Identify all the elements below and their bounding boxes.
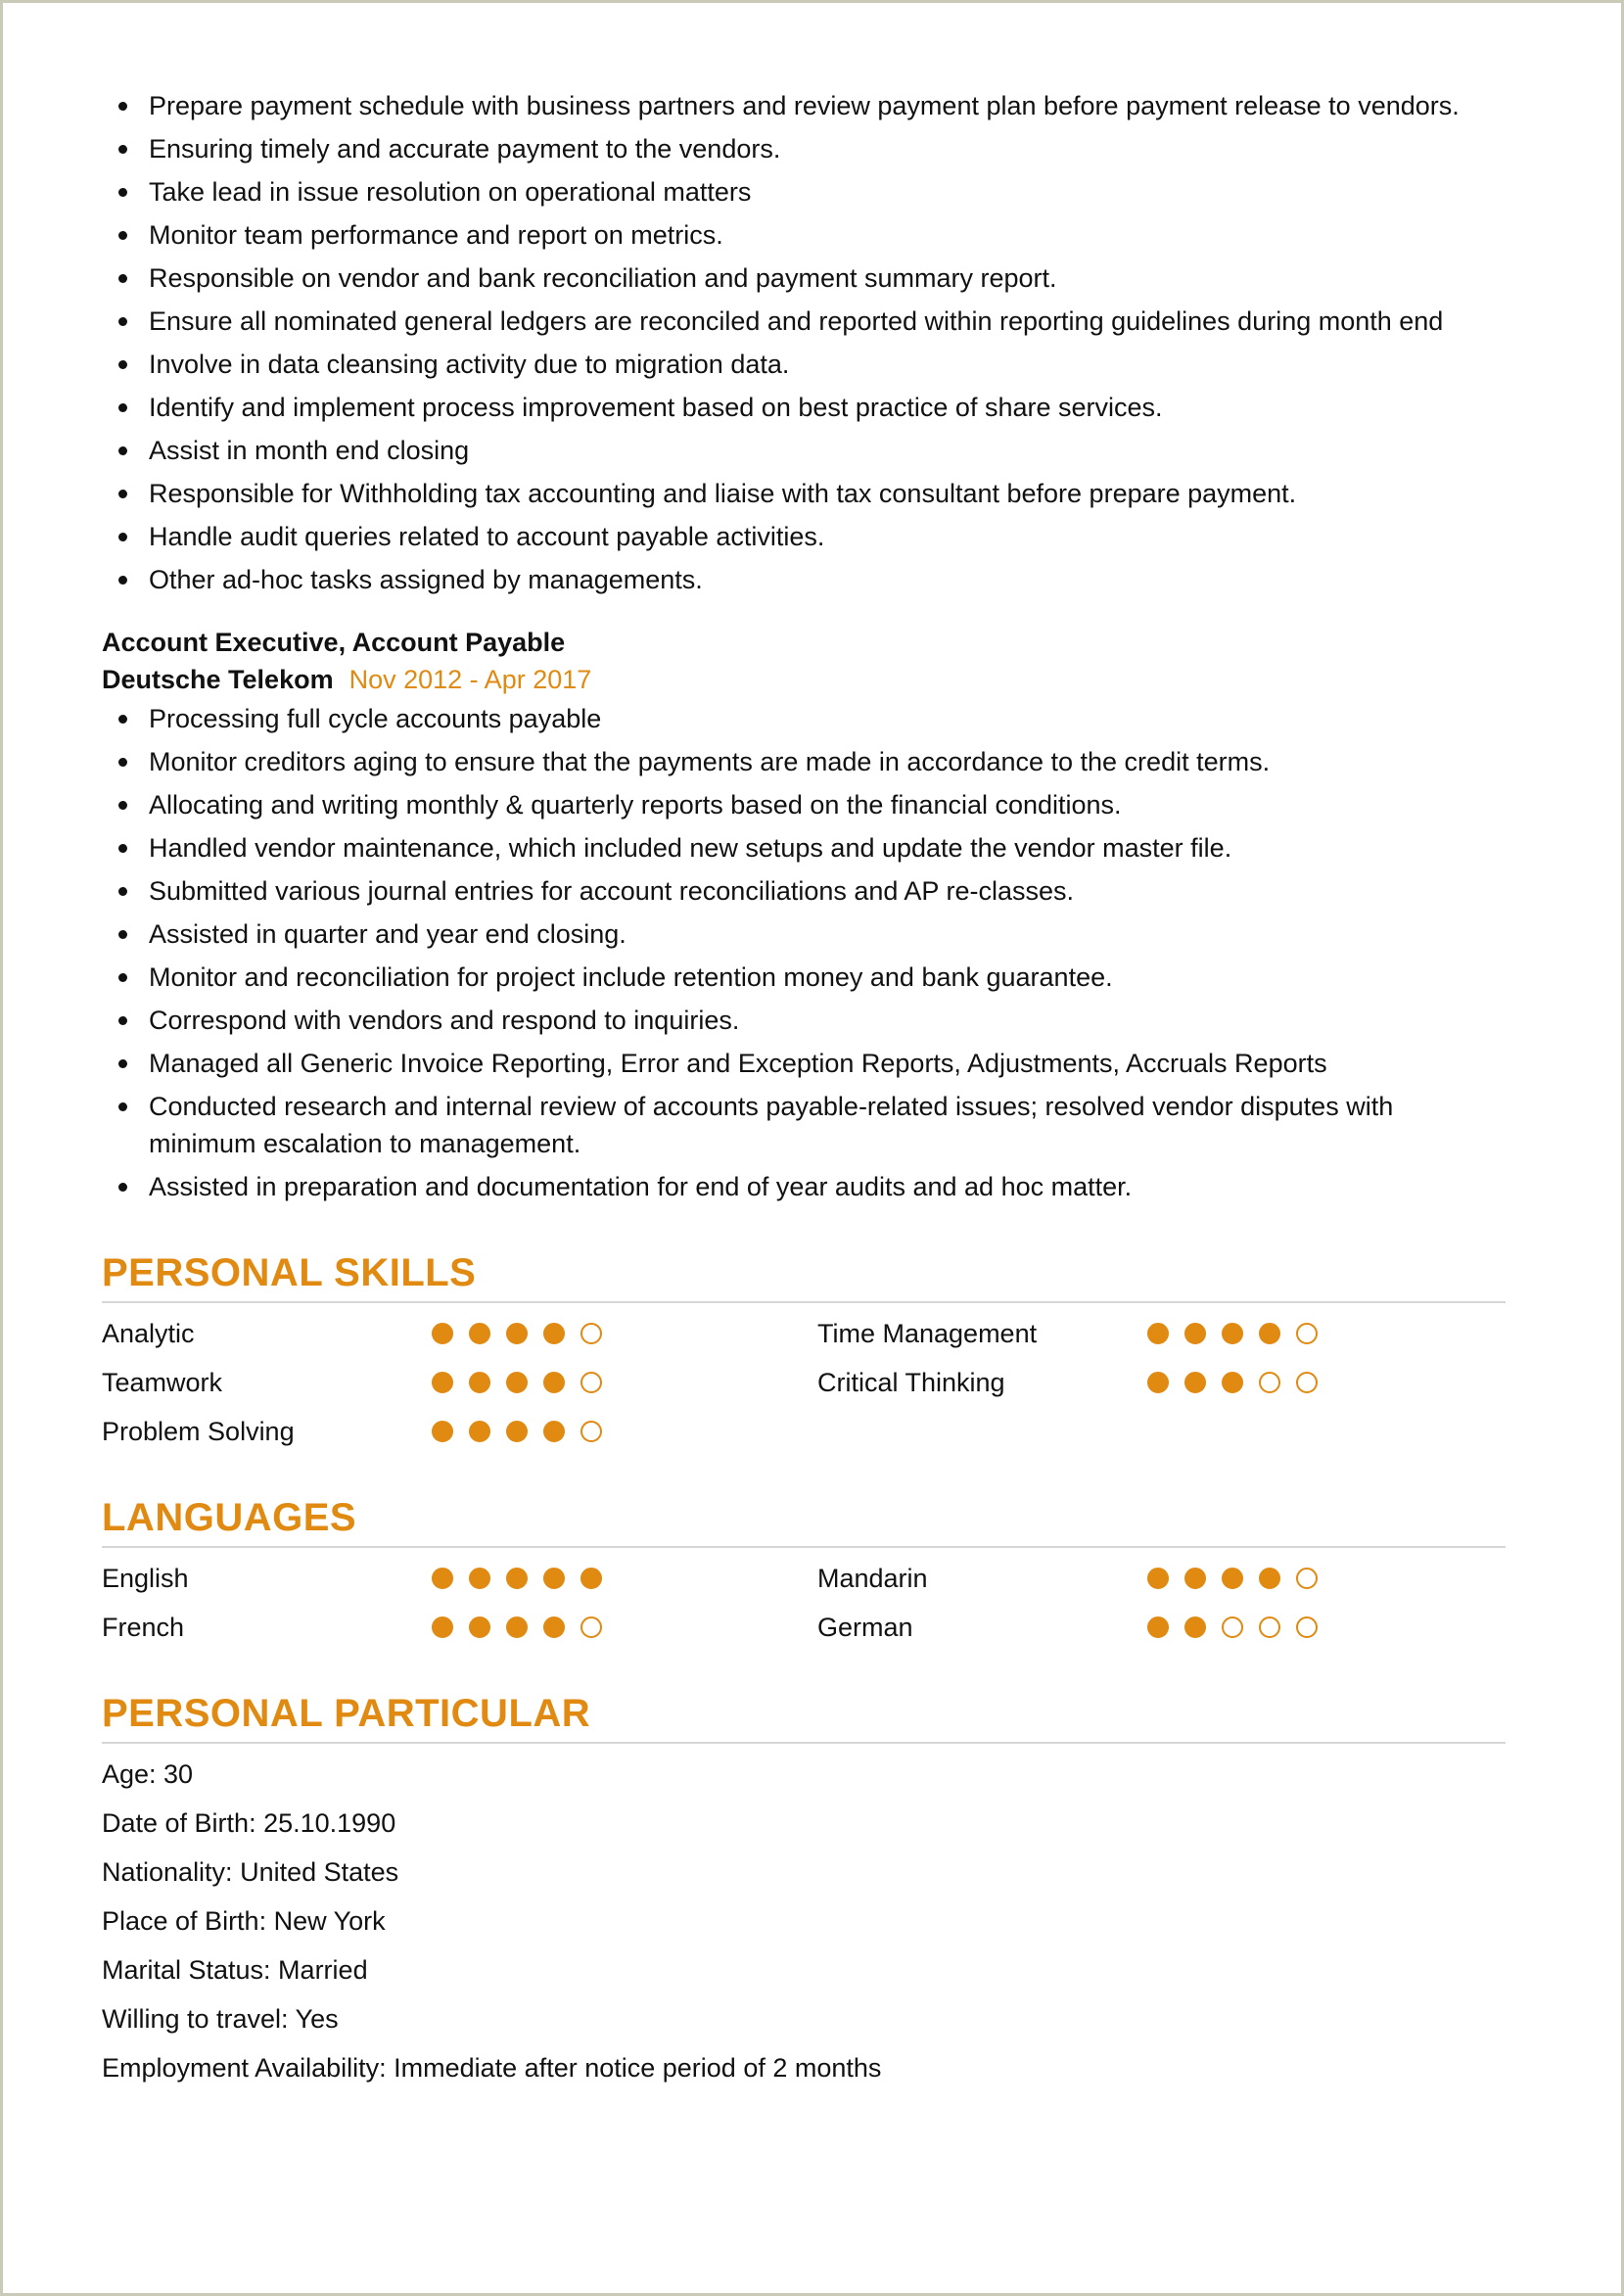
- rating-filled-dot-icon: [1184, 1617, 1206, 1638]
- rating-filled-dot-icon: [1147, 1372, 1169, 1393]
- section-title-personal-skills: PERSONAL SKILLS: [102, 1248, 1506, 1303]
- particular-item: Place of Birth: New York: [102, 1906, 386, 1936]
- particular-item: Date of Birth: 25.10.1990: [102, 1808, 396, 1838]
- rating-filled-dot-icon: [1147, 1568, 1169, 1589]
- rating-filled-dot-icon: [543, 1323, 565, 1344]
- language-row: [817, 1560, 1506, 1597]
- job-duty-item-text: Processing full cycle accounts payable: [149, 704, 602, 733]
- duty-item-text: Ensure all nominated general ledgers are reconciled and reported within reporting guidelines during month end: [149, 306, 1444, 336]
- rating-filled-dot-icon: [1184, 1323, 1206, 1344]
- duty-item: [102, 303, 1506, 340]
- language-row-name: German: [817, 1613, 913, 1642]
- rating-filled-dot-icon: [1184, 1568, 1206, 1589]
- skill-row: [817, 1364, 1506, 1401]
- rating-empty-dot-icon: [580, 1372, 602, 1393]
- section-title-languages: LANGUAGES: [102, 1493, 1506, 1548]
- bullet-dot-icon: [118, 801, 127, 810]
- rating-filled-dot-icon: [580, 1568, 602, 1589]
- previous-job-duties-list: [102, 87, 1506, 598]
- skill-row-name: Problem Solving: [102, 1417, 295, 1446]
- skill-row: [102, 1413, 817, 1450]
- job-duty-item: [102, 829, 1506, 867]
- rating-filled-dot-icon: [1222, 1372, 1243, 1393]
- rating-filled-dot-icon: [1222, 1568, 1243, 1589]
- bullet-dot-icon: [118, 403, 127, 412]
- rating-filled-dot-icon: [1259, 1568, 1280, 1589]
- duty-item-text: Responsible on vendor and bank reconciliation and payment summary report.: [149, 263, 1057, 293]
- bullet-dot-icon: [118, 973, 127, 982]
- languages-section: [102, 1493, 1506, 1646]
- particulars-list: [102, 1756, 1506, 2086]
- rating-filled-dot-icon: [543, 1372, 565, 1393]
- bullet-dot-icon: [118, 576, 127, 585]
- job-duty-item-text: Managed all Generic Invoice Reporting, Error and Exception Reports, Adjustments, Accruals Reports: [149, 1049, 1327, 1078]
- rating-filled-dot-icon: [469, 1568, 490, 1589]
- job-duties-list: [102, 700, 1506, 1205]
- skill-row: [102, 1315, 817, 1352]
- skill-row-name: Critical Thinking: [817, 1368, 1005, 1397]
- duty-item-text: Ensuring timely and accurate payment to the vendors.: [149, 134, 781, 164]
- duty-item: [102, 259, 1506, 297]
- language-row-rating: [1147, 1568, 1333, 1589]
- skill-row-rating: [432, 1372, 618, 1393]
- particular-item: Willing to travel: Yes: [102, 2004, 339, 2034]
- bullet-dot-icon: [118, 887, 127, 896]
- language-row-name: Mandarin: [817, 1564, 928, 1593]
- job-dates: Nov 2012 - Apr 2017: [348, 665, 592, 694]
- job-duty-item-text: Submitted various journal entries for account reconciliations and AP re-classes.: [149, 876, 1074, 906]
- job-duty-item: [102, 872, 1506, 910]
- duty-item: [102, 518, 1506, 555]
- rating-filled-dot-icon: [432, 1372, 453, 1393]
- rating-filled-dot-icon: [1147, 1617, 1169, 1638]
- duty-item-text: Assist in month end closing: [149, 436, 470, 465]
- bullet-dot-icon: [118, 844, 127, 853]
- skill-row-name: Time Management: [817, 1319, 1038, 1348]
- rating-empty-dot-icon: [1296, 1617, 1318, 1638]
- personal-skills-section: [102, 1248, 1506, 1450]
- rating-filled-dot-icon: [1147, 1323, 1169, 1344]
- job-duty-item: [102, 915, 1506, 953]
- duty-item: [102, 173, 1506, 211]
- rating-empty-dot-icon: [1296, 1568, 1318, 1589]
- duty-item: [102, 216, 1506, 254]
- bullet-dot-icon: [118, 446, 127, 455]
- bullet-dot-icon: [118, 317, 127, 326]
- bullet-dot-icon: [118, 1102, 127, 1111]
- skill-row-rating: [432, 1421, 618, 1442]
- bullet-dot-icon: [118, 274, 127, 283]
- personal-particular-section: [102, 1689, 1506, 2086]
- bullet-dot-icon: [118, 1183, 127, 1192]
- job-duty-item-text: Allocating and writing monthly & quarterly reports based on the financial conditions.: [149, 790, 1122, 820]
- skills-grid: [102, 1315, 1506, 1450]
- language-row-rating: [432, 1617, 618, 1638]
- job-duty-item-text: Correspond with vendors and respond to inquiries.: [149, 1006, 740, 1035]
- bullet-dot-icon: [118, 930, 127, 939]
- rating-filled-dot-icon: [1184, 1372, 1206, 1393]
- bullet-dot-icon: [118, 533, 127, 541]
- job-duty-item-text: Monitor and reconciliation for project include retention money and bank guarantee.: [149, 962, 1113, 992]
- job-duty-item: [102, 1088, 1506, 1162]
- rating-filled-dot-icon: [432, 1617, 453, 1638]
- rating-filled-dot-icon: [432, 1323, 453, 1344]
- rating-empty-dot-icon: [1296, 1372, 1318, 1393]
- particular-item: Nationality: United States: [102, 1857, 399, 1887]
- duty-item: [102, 87, 1506, 124]
- skill-row-rating: [432, 1323, 618, 1344]
- rating-filled-dot-icon: [506, 1372, 528, 1393]
- duty-item-text: Take lead in issue resolution on operational matters: [149, 177, 752, 207]
- skill-row: [817, 1315, 1506, 1352]
- rating-empty-dot-icon: [580, 1323, 602, 1344]
- bullet-dot-icon: [118, 188, 127, 197]
- bullet-dot-icon: [118, 715, 127, 724]
- language-row: [102, 1560, 817, 1597]
- language-row: [817, 1609, 1506, 1646]
- language-row-name: English: [102, 1564, 189, 1593]
- language-row-rating: [1147, 1617, 1333, 1638]
- job-duty-item-text: Handled vendor maintenance, which included new setups and update the vendor master file.: [149, 833, 1232, 863]
- rating-filled-dot-icon: [469, 1421, 490, 1442]
- skill-row-name: Analytic: [102, 1319, 195, 1348]
- particular-item: Marital Status: Married: [102, 1955, 368, 1985]
- duty-item-text: Identify and implement process improvement based on best practice of share services.: [149, 393, 1163, 422]
- rating-filled-dot-icon: [469, 1323, 490, 1344]
- job-duty-item-text: Assisted in preparation and documentation for end of year audits and ad hoc matter.: [149, 1172, 1133, 1201]
- duty-item-text: Other ad-hoc tasks assigned by managements.: [149, 565, 703, 594]
- rating-filled-dot-icon: [432, 1421, 453, 1442]
- job-duty-item: [102, 1002, 1506, 1039]
- job-duty-item: [102, 1168, 1506, 1205]
- duty-item: [102, 389, 1506, 426]
- language-row-name: French: [102, 1613, 185, 1642]
- resume-content: [102, 87, 1506, 2098]
- rating-filled-dot-icon: [543, 1617, 565, 1638]
- bullet-dot-icon: [118, 360, 127, 369]
- job-duty-item: [102, 1045, 1506, 1082]
- rating-filled-dot-icon: [506, 1568, 528, 1589]
- bullet-dot-icon: [118, 1059, 127, 1068]
- job-duty-item-text: Conducted research and internal review of accounts payable-related issues; resolved vendor disputes with minimum escalation to management.: [149, 1092, 1394, 1158]
- skill-row-rating: [1147, 1372, 1333, 1393]
- job-duty-item: [102, 959, 1506, 996]
- job-duty-item-text: Monitor creditors aging to ensure that the payments are made in accordance to the credit terms.: [149, 747, 1271, 776]
- skill-row: [102, 1364, 817, 1401]
- rating-filled-dot-icon: [1259, 1323, 1280, 1344]
- job-entry: [102, 624, 1506, 1205]
- job-duty-item: [102, 786, 1506, 823]
- bullet-dot-icon: [118, 758, 127, 767]
- duty-item-text: Handle audit queries related to account payable activities.: [149, 522, 825, 551]
- duty-item-text: Responsible for Withholding tax accounting and liaise with tax consultant before prepare payment.: [149, 479, 1297, 508]
- rating-empty-dot-icon: [1296, 1323, 1318, 1344]
- duty-item-text: Prepare payment schedule with business partners and review payment plan before payment release to vendors.: [149, 91, 1460, 120]
- skill-row-rating: [1147, 1323, 1333, 1344]
- skill-row-name: Teamwork: [102, 1368, 223, 1397]
- job-duty-item: [102, 743, 1506, 780]
- rating-filled-dot-icon: [469, 1617, 490, 1638]
- duty-item-text: Involve in data cleansing activity due to migration data.: [149, 350, 790, 379]
- bullet-dot-icon: [118, 1016, 127, 1025]
- bullet-dot-icon: [118, 145, 127, 154]
- duty-item: [102, 346, 1506, 383]
- rating-filled-dot-icon: [543, 1421, 565, 1442]
- particular-item: Age: 30: [102, 1759, 194, 1789]
- particular-item: Employment Availability: Immediate after notice period of 2 months: [102, 2053, 882, 2083]
- languages-grid: [102, 1560, 1506, 1646]
- rating-filled-dot-icon: [506, 1323, 528, 1344]
- rating-filled-dot-icon: [506, 1617, 528, 1638]
- rating-empty-dot-icon: [1222, 1617, 1243, 1638]
- job-company: Deutsche Telekom: [102, 665, 334, 694]
- duty-item: [102, 130, 1506, 167]
- rating-filled-dot-icon: [469, 1372, 490, 1393]
- duty-item-text: Monitor team performance and report on metrics.: [149, 220, 723, 250]
- rating-filled-dot-icon: [543, 1568, 565, 1589]
- bullet-dot-icon: [118, 231, 127, 240]
- bullet-dot-icon: [118, 102, 127, 111]
- rating-empty-dot-icon: [1259, 1617, 1280, 1638]
- section-title-personal-particular: PERSONAL PARTICULAR: [102, 1689, 1506, 1744]
- language-row: [102, 1609, 817, 1646]
- rating-filled-dot-icon: [1222, 1323, 1243, 1344]
- rating-empty-dot-icon: [580, 1421, 602, 1442]
- duty-item: [102, 561, 1506, 598]
- rating-empty-dot-icon: [1259, 1372, 1280, 1393]
- language-row-rating: [432, 1568, 618, 1589]
- job-company-row: [102, 661, 1506, 698]
- bullet-dot-icon: [118, 490, 127, 498]
- duty-item: [102, 475, 1506, 512]
- job-title: Account Executive, Account Payable: [102, 628, 566, 657]
- rating-empty-dot-icon: [580, 1617, 602, 1638]
- job-duty-item-text: Assisted in quarter and year end closing.: [149, 919, 626, 949]
- rating-filled-dot-icon: [432, 1568, 453, 1589]
- rating-filled-dot-icon: [506, 1421, 528, 1442]
- duty-item: [102, 432, 1506, 469]
- job-duty-item: [102, 700, 1506, 737]
